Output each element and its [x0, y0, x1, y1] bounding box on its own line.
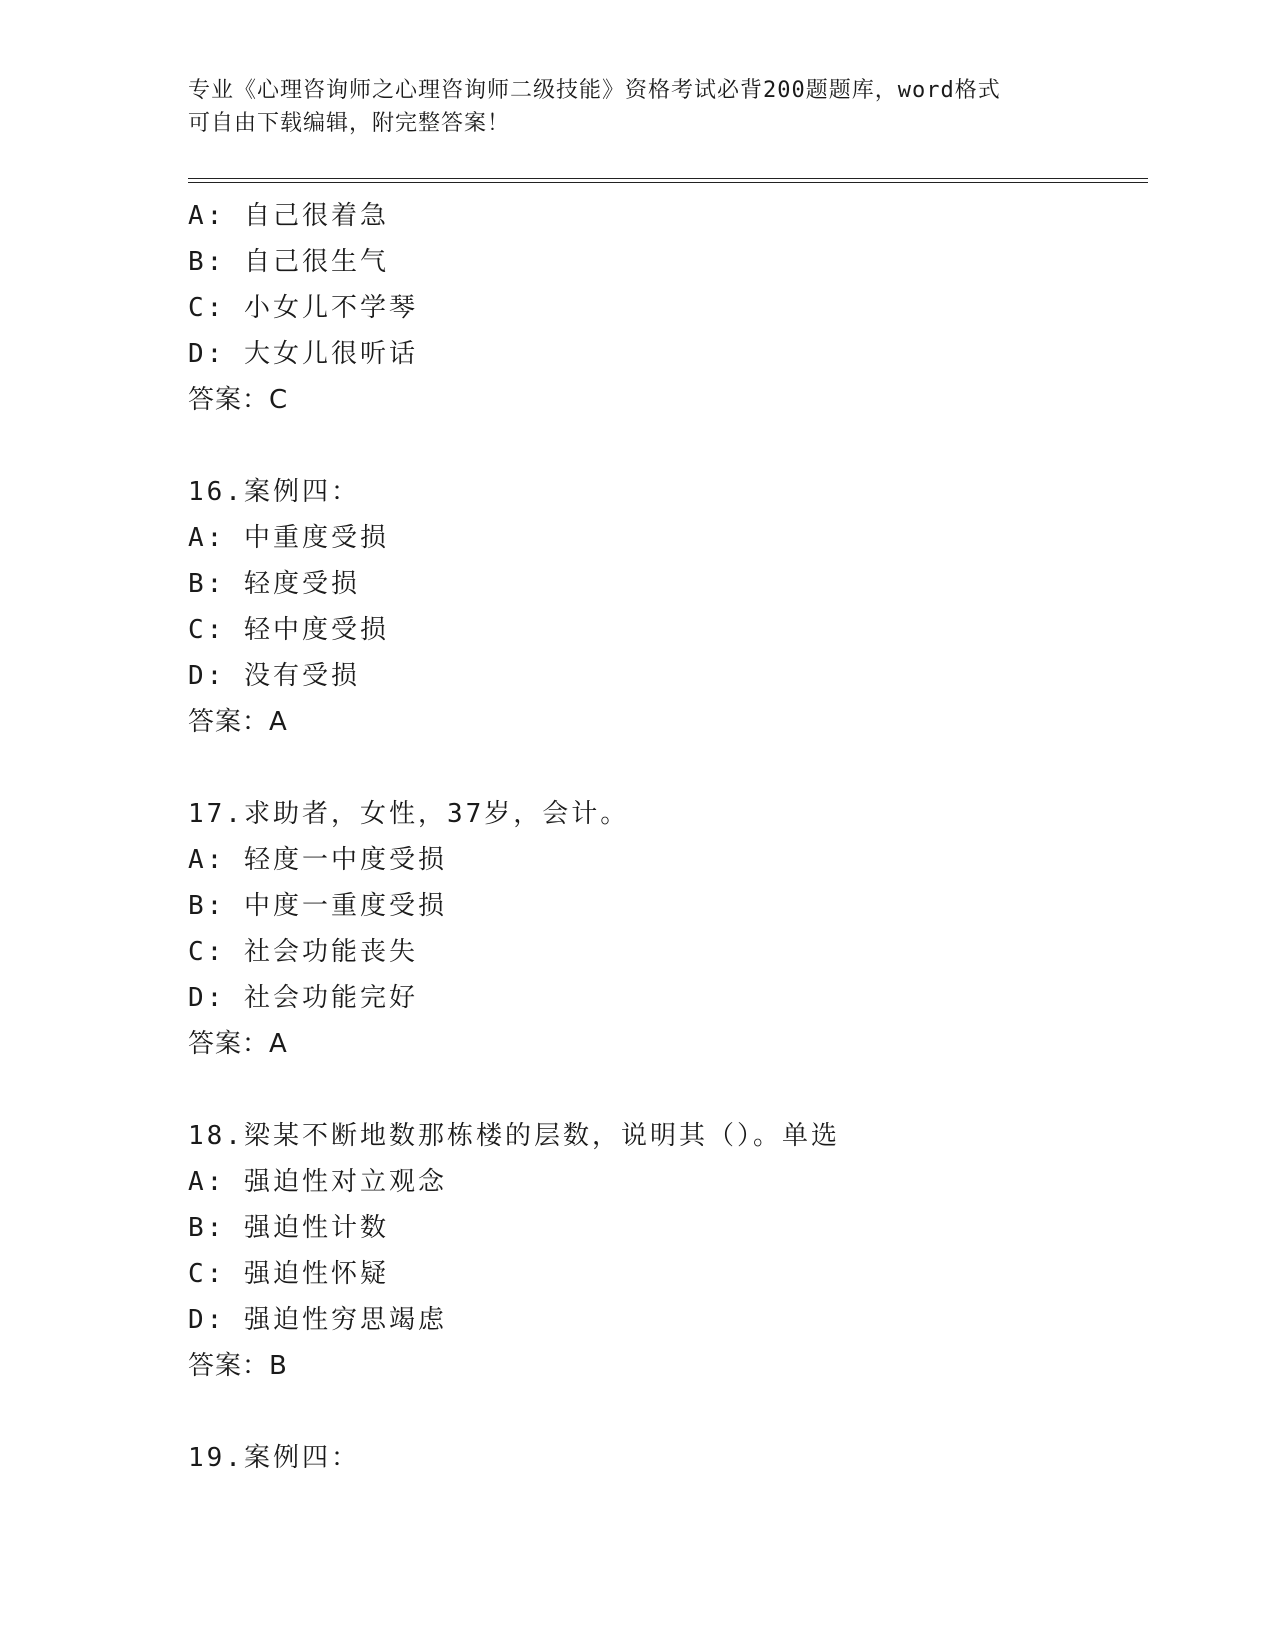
header-line-1: 专业《心理咨询师之心理咨询师二级技能》资格考试必背200题题库，word格式 [188, 78, 1001, 103]
question-text: 16.案例四： [188, 477, 360, 507]
option-a: A: 轻度一中度受损 [188, 845, 447, 875]
option-d: D: 强迫性穷思竭虑 [188, 1305, 447, 1335]
header-divider-top [188, 178, 1148, 179]
option-c: C: 小女儿不学琴 [188, 293, 418, 323]
question-block [188, 1435, 1148, 1481]
answer-line: 答案：A [188, 707, 288, 737]
answer-line: 答案：C [188, 385, 289, 415]
question-block [188, 469, 1148, 745]
question-text: 17.求助者，女性，37岁，会计。 [188, 799, 630, 829]
spacer [188, 423, 1148, 469]
option-c: C: 轻中度受损 [188, 615, 389, 645]
option-c: C: 强迫性怀疑 [188, 1259, 389, 1289]
option-c: C: 社会功能丧失 [188, 937, 418, 967]
question-list [188, 193, 1148, 1481]
question-text: 18.梁某不断地数那栋楼的层数，说明其（）。单选 [188, 1121, 840, 1151]
option-d: D: 大女儿很听话 [188, 339, 418, 369]
question-text: 19.案例四： [188, 1443, 360, 1473]
header-line-2: 可自由下载编辑，附完整答案！ [188, 111, 511, 136]
question-block [188, 791, 1148, 1067]
option-d: D: 没有受损 [188, 661, 360, 691]
option-a: A: 自己很着急 [188, 201, 389, 231]
answer-line: 答案：B [188, 1351, 288, 1381]
question-block [188, 1113, 1148, 1389]
spacer [188, 1067, 1148, 1113]
option-d: D: 社会功能完好 [188, 983, 418, 1013]
answer-line: 答案：A [188, 1029, 288, 1059]
option-b: B: 中度一重度受损 [188, 891, 447, 921]
question-block [188, 193, 1148, 423]
spacer [188, 1389, 1148, 1435]
option-a: A: 中重度受损 [188, 523, 389, 553]
option-b: B: 自己很生气 [188, 247, 389, 277]
option-b: B: 强迫性计数 [188, 1213, 389, 1243]
spacer [188, 745, 1148, 791]
document-header [188, 74, 1088, 140]
option-a: A: 强迫性对立观念 [188, 1167, 447, 1197]
option-b: B: 轻度受损 [188, 569, 360, 599]
header-divider-bottom [188, 182, 1148, 183]
